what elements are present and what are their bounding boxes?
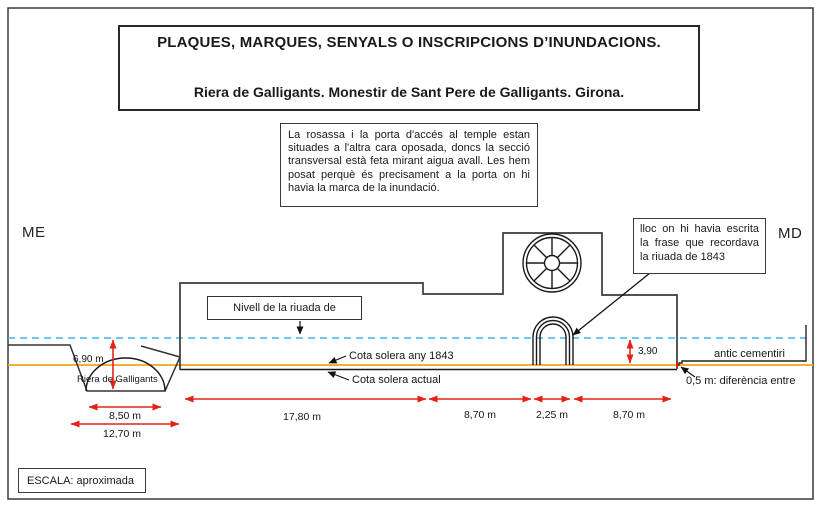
note-box: La rosassa i la porta d'accés al temple estan situades a l'altra cara oposada, doncs la secció transversal està feta mirant aigua avall. Les hem posat perquè és precisament a la porta on hi havia la marca de la inundació. — [280, 123, 538, 207]
stream-bank-slope — [141, 346, 180, 357]
leader-cota-1843 — [329, 356, 346, 363]
margin-right-label: MD — [778, 225, 803, 242]
leader-callout-to-door — [573, 273, 650, 335]
dim-17-80-label: 17,80 m — [283, 411, 321, 423]
door-arch — [533, 317, 573, 365]
title-box — [118, 25, 700, 111]
title-line-1: PLAQUES, MARQUES, SENYALS O INSCRIPCIONS D’INUNDACIONS. — [157, 34, 661, 51]
margin-left-label: ME — [22, 224, 46, 241]
dim-8-70-right-label: 8,70 m — [612, 409, 646, 421]
cota-solera-1843-label: Cota solera any 1843 — [349, 350, 454, 362]
dim-flood-height-label: 3,90 — [638, 346, 658, 357]
title-line-2: Riera de Galligants. Monestir de Sant Pere de Galligants. Girona. — [193, 84, 625, 100]
leader-cota-actual — [328, 372, 349, 380]
cota-solera-actual-label: Cota solera actual — [352, 374, 441, 386]
dim-2-25-label: 2,25 m — [535, 409, 569, 421]
dim-8-70-left-label: 8,70 m — [463, 409, 497, 421]
stream-name-label: Riera de Galligants — [77, 374, 158, 385]
flood-inscription-callout: lloc on hi havia escrita la frase que recordava la riuada de 1843 — [633, 218, 766, 274]
dim-arch-span-label: 8,50 m — [108, 410, 142, 422]
rose-window-icon — [523, 234, 581, 292]
cemetery-label: antic cementiri — [714, 348, 785, 360]
dim-stream-depth-label: 6,90 m — [73, 354, 104, 365]
flood-level-label-box: Nivell de la riuada de — [207, 296, 362, 320]
dim-channel-span-label: 12,70 m — [103, 428, 141, 440]
scale-note-box: ESCALA: aproximada — [18, 468, 146, 493]
step-difference-label: 0,5 m: diferència entre — [686, 375, 796, 387]
